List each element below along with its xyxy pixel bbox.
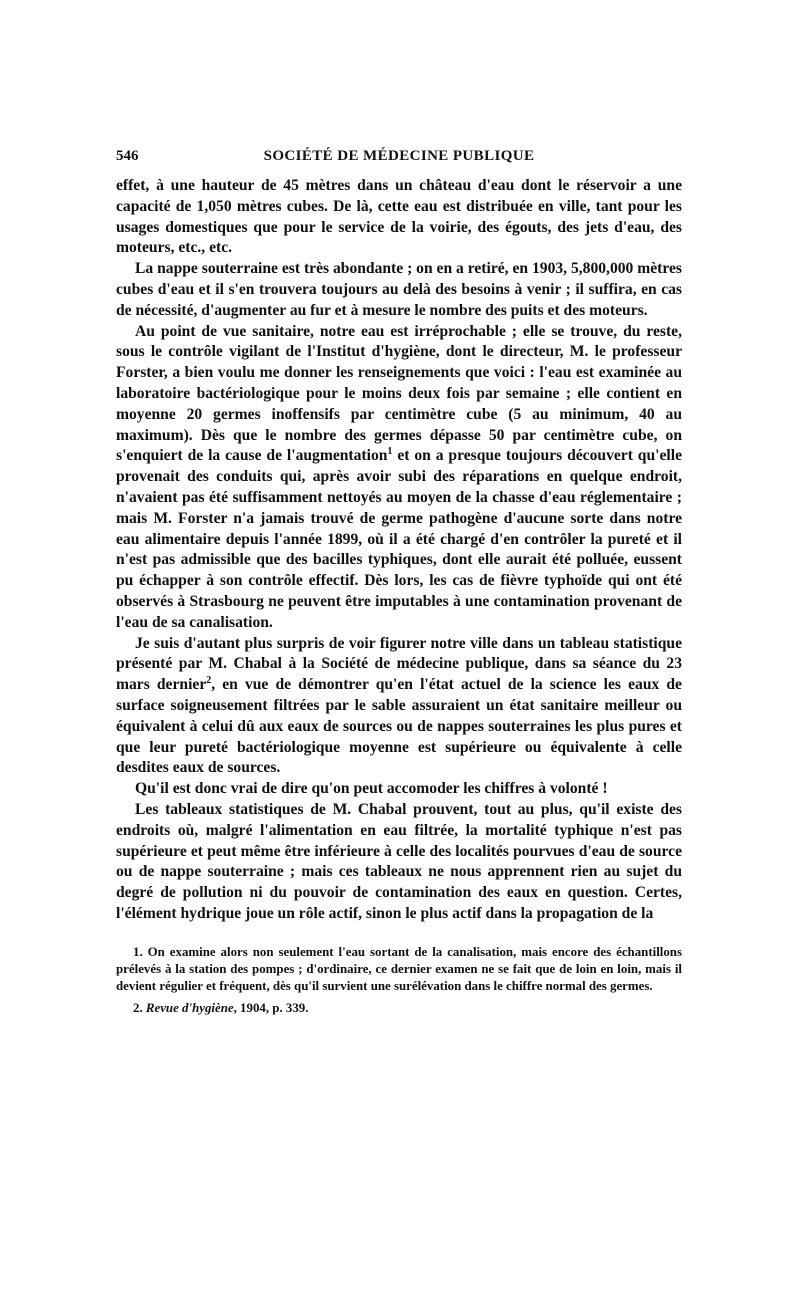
footnote-2-reference: , 1904, p. 339.: [233, 1000, 309, 1015]
running-head-title: SOCIÉTÉ DE MÉDECINE PUBLIQUE: [263, 148, 535, 164]
body-text: [116, 176, 682, 925]
paragraph-2: La nappe souterraine est très abondante ; on en a retiré, en 1903, 5,800,000 mètres cubes d'eau et il s'en trouvera toujours au delà des besoins à venir ; il suffira, en cas de nécessité, d'augmenter au fur et à mesure le nombre des puits et des moteurs.: [116, 260, 682, 319]
footnote-ref-1: 1: [387, 446, 393, 458]
paragraph-3-text-a: Au point de vue sanitaire, notre eau est irréprochable ; elle se trouve, du reste, sous le contrôle vigilant de l'Institut d'hygiène, dont le directeur, M. le professeur Forster, a bien voulu me donner les renseignements que voici : l'eau est examinée au laboratoire bactériologique pour le moins deux fois par semaine ; elle contient en moyenne 20 germes inoffensifs par centimètre cube (5 au minimum, 40 au maximum). Dès que le nombre des germes dépasse 50 par centimètre cube, on s'enquiert de la cause de l'augmentation: [116, 322, 682, 465]
footnote-2-number: 2.: [133, 1000, 146, 1015]
paragraph-3-text-b: et on a presque toujours découvert qu'elle provenait des conduits qui, après avoir subi des réparations en quelque endroit, n'avaient pas été suffisamment nettoyés au moyen de la chasse d'eau réglementaire ; mais M. Forster n'a jamais trouvé de germe pathogène d'aucune sorte dans notre eau alimentaire depuis l'année 1899, où il a été chargé d'en contrôler la pureté et il n'est pas admissible que des bacilles typhiques, dont elle aurait été polluée, eussent pu échapper à son contrôle effectif. Dès lors, les cas de fièvre typhoïde qui ont été observés à Strasbourg ne peuvent être imputables à une contamination provenant de l'eau de sa canalisation.: [116, 447, 682, 631]
running-head: [116, 148, 682, 176]
paragraph-4: [116, 634, 682, 780]
paragraph-3: [116, 322, 682, 634]
footnote-2-journal-title: Revue d'hygiène: [145, 1000, 234, 1015]
footnote-ref-2: 2: [206, 674, 212, 686]
paragraph-6: Les tableaux statistiques de M. Chabal prouvent, tout au plus, qu'il existe des endroits où, malgré l'alimentation en eau filtrée, la mortalité typhique n'est pas supérieure et peut même être inférieure à celle des localités pourvues d'eau de source ou de nappe souterraine ; mais ces tableaux ne nous apprennent rien au sujet du degré de pollution ni du pouvoir de contamination des eaux en question. Certes, l'élément hydrique joue un rôle actif, sinon le plus actif dans la propagation de la: [116, 800, 682, 922]
paragraph-4-text-b: , en vue de démontrer qu'en l'état actuel de la science les eaux de surface soigneusement filtrées par le sable assuraient un état sanitaire meilleur ou équivalent à celui dû aux eaux de sources ou de nappes souterraines les plus pures et que leur pureté bactériologique moyenne est supérieure ou équivalente à celle desdites eaux de sources.: [116, 676, 682, 777]
footnote-1: 1. On examine alors non seulement l'eau sortant de la canalisation, mais encore des échantillons prélevés à la station des pompes ; d'ordinaire, ce dernier examen ne se fait que de loin en loin, mais il devient régulier et fréquent, dès qu'il survient une surélévation dans le chiffre normal des germes.: [116, 944, 682, 993]
paragraph-5: Qu'il est donc vrai de dire qu'on peut accomoder les chiffres à volonté !: [135, 780, 608, 798]
document-page: [116, 148, 682, 1017]
page-number: 546: [116, 148, 139, 164]
paragraph-4-text-a: Je suis d'autant plus surpris de voir figurer notre ville dans un tableau statistique présenté par M. Chabal à la Société de médecine publique, dans sa séance du 23 mars dernier: [116, 634, 682, 694]
paragraph-1: effet, à une hauteur de 45 mètres dans un château d'eau dont le réservoir a une capacité de 1,050 mètres cubes. De là, cette eau est distribuée en ville, tant pour les usages domestiques que pour le service de la voirie, des égouts, des jets d'eau, des moteurs, etc., etc.: [116, 177, 682, 257]
footnotes: [116, 944, 682, 1017]
footnote-2: [116, 1000, 682, 1017]
